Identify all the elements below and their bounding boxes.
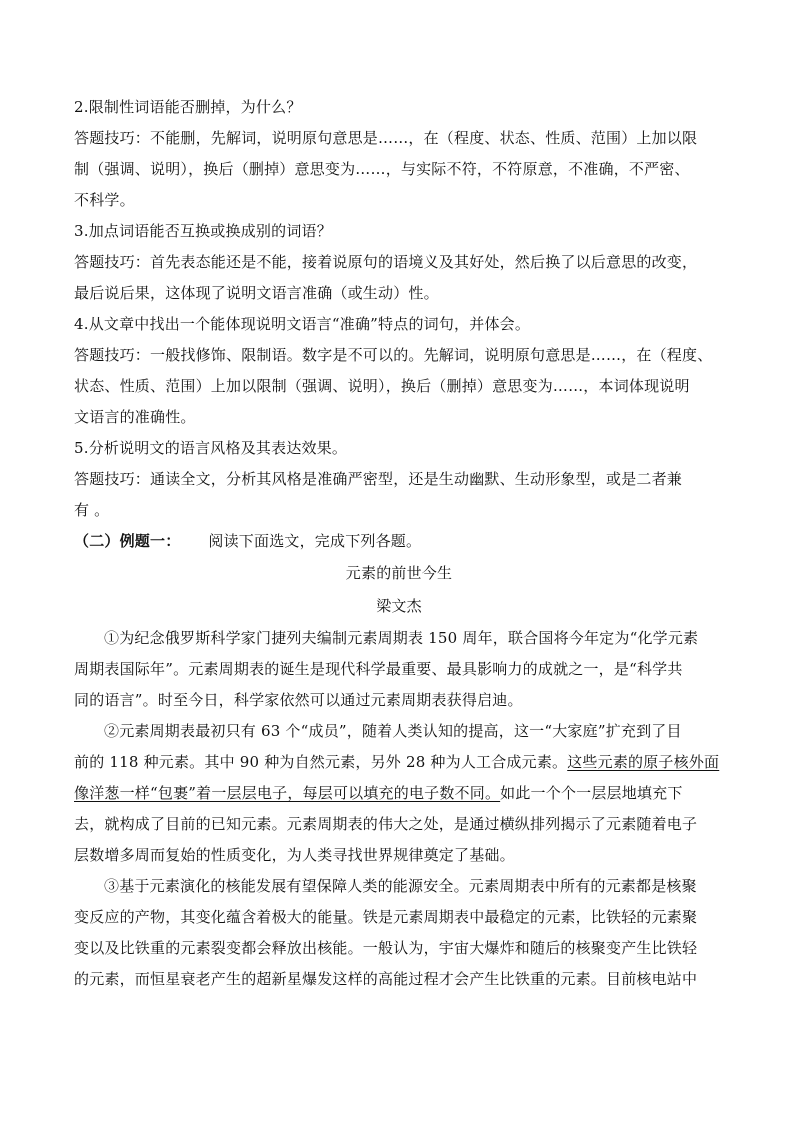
example-heading [74,526,724,557]
tip-line: 制（强调、说明），换后（删掉）意思变为……，与实际不符，不符原意，不准确，不严密、 [74,160,690,178]
question-3: 3.加点词语能否互换或换成别的词语？ [74,222,332,240]
paragraph-3-line: 变以及比铁重的元素裂变都会释放出核能。一般认为，宇宙大爆炸和随后的核聚变产生比铁轻 [74,939,698,957]
tip-line: 最后说后果，这体现了说明文语言准确（或生动）性。 [74,284,439,302]
question-4: 4.从文章中找出一个能体现说明文语言“准确”特点的词句，并体会。 [74,315,531,333]
question-2: 2.限制性词语能否删掉，为什么？ [74,98,302,116]
tip-line: 文语言的准确性。 [74,408,196,426]
tip-line: 有 。 [74,501,110,519]
tip-line: 答题技巧：通读全文，分析其风格是准确严密型，还是生动幽默、生动形象型，或是二者兼 [74,470,683,488]
paragraph-1-line: ①为纪念俄罗斯科学家门捷列夫编制元素周期表 150 周年，联合国将今年定为“化学元素 [104,629,699,647]
plain-text: 前的 118 种元素。其中 90 种为自然元素，另外 28 种为人工合成元素。 [74,753,568,771]
tip-line: 答题技巧：不能删，先解词，说明原句意思是……，在（程度、状态、性质、范围）上加以限 [74,129,698,147]
underlined-sentence: 像洋葱一样“包裹”着一层层电子，每层可以填充的电子数不同。 [74,784,501,802]
example-label: （二）例题一： [74,532,181,550]
paragraph-2-line: 层数增多周而复始的性质变化，为人类寻找世界规律奠定了基础。 [74,846,515,864]
paragraph-1-line: 周期表国际年”。元素周期表的诞生是现代科学最重要、最具影响力的成就之一，是“科学共 [74,660,683,678]
article-author: 梁文杰 [376,597,422,615]
tip-line: 不科学。 [74,191,135,209]
paragraph-2-line: 去，就构成了目前的已知元素。元素周期表的伟大之处，是通过横纵排列揭示了元素随着电子 [74,815,698,833]
underlined-sentence: 这些元素的原子核外面 [567,753,720,771]
paragraph-3-line: 的元素，而恒星衰老产生的超新星爆发这样的高能过程才会产生比铁重的元素。目前核电站中 [74,970,698,988]
paragraph-2-line: ②元素周期表最初只有 63 个“成员”，随着人类认知的提高，这一“大家庭”扩充到了目 [104,722,682,740]
paragraph-2-line [74,778,724,809]
document-page [74,92,724,995]
question-5: 5.分析说明文的语言风格及其表达效果。 [74,439,348,457]
plain-text: 如此一个个一层层地填充下 [500,784,683,802]
paragraph-2-line [74,747,724,778]
tip-line: 答题技巧：一般找修饰、限制语。数字是不可以的。先解词，说明原句意思是……，在（程度、 [74,346,713,364]
paragraph-3-line: ③基于元素演化的核能发展有望保障人类的能源安全。元素周期表中所有的元素都是核聚 [104,877,697,895]
article-title: 元素的前世今生 [345,564,453,582]
example-instruction: 阅读下面选文，完成下列各题。 [208,532,422,550]
paragraph-1-line: 同的语言”。时至今日，科学家依然可以通过元素周期表获得启迪。 [74,691,523,709]
tip-line: 状态、性质、范围）上加以限制（强调、说明），换后（删掉）意思变为……，本词体现说明 [74,377,690,395]
tip-line: 答题技巧：首先表态能还是不能，接着说原句的语境义及其好处，然后换了以后意思的改变， [74,253,698,271]
paragraph-3-line: 变反应的产物，其变化蕴含着极大的能量。铁是元素周期表中最稳定的元素，比铁轻的元素聚 [74,908,698,926]
